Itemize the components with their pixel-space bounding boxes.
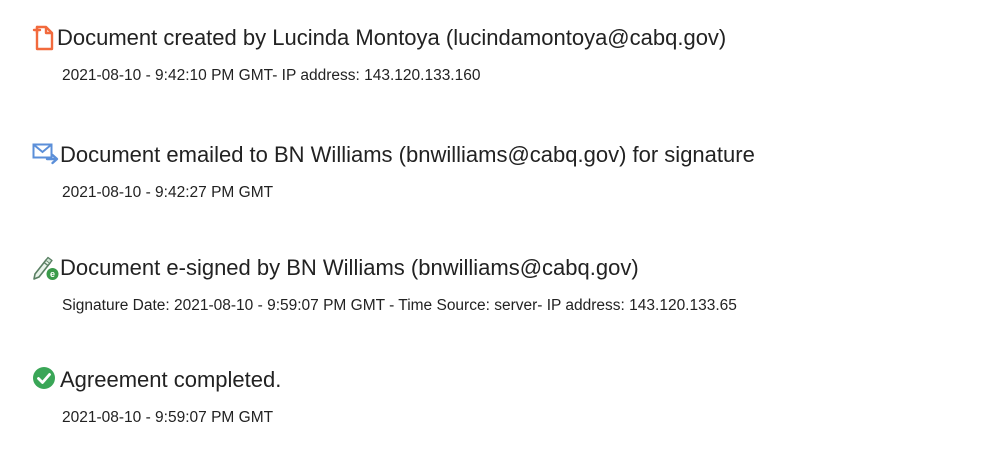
audit-event-signed [0, 254, 989, 354]
document-created-icon [32, 24, 60, 52]
event-title: Agreement completed. [60, 367, 282, 392]
event-title: Document created by Lucinda Montoya (lucindamontoya@cabq.gov) [57, 25, 727, 50]
event-title: Document emailed to BN Williams (bnwilliams@cabq.gov) for signature [60, 142, 755, 167]
check-circle-icon [32, 366, 60, 394]
event-title: Document e-signed by BN Williams (bnwilliams@cabq.gov) [60, 255, 639, 280]
event-detail: 2021-08-10 - 9:42:27 PM GMT [62, 184, 274, 201]
esign-pen-icon [32, 254, 60, 282]
event-detail: Signature Date: 2021-08-10 - 9:59:07 PM GMT - Time Source: server- IP address: 143.120.133.65 [62, 297, 737, 314]
svg-text:e: e [49, 269, 56, 280]
event-detail: 2021-08-10 - 9:59:07 PM GMT [62, 409, 274, 426]
event-detail: 2021-08-10 - 9:42:10 PM GMT- IP address: 143.120.133.160 [62, 67, 481, 84]
audit-event-completed [0, 366, 989, 466]
audit-event-emailed [0, 141, 989, 241]
audit-event-created [0, 24, 989, 124]
email-sent-icon [32, 141, 60, 169]
